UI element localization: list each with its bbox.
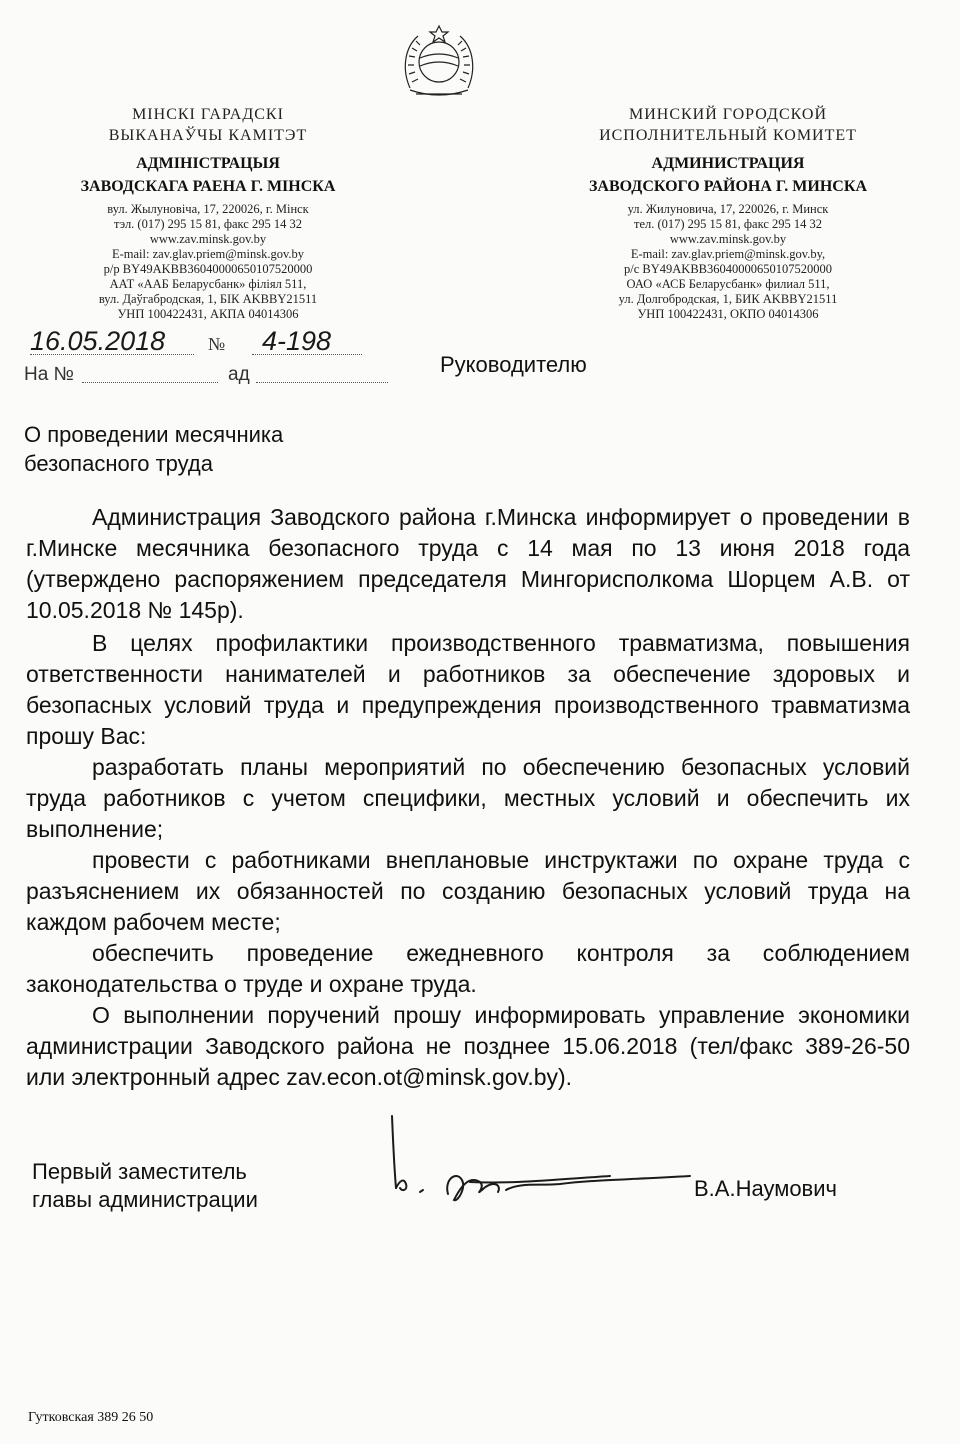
admin-name-line1: АДМИНИСТРАЦИЯ [651, 155, 805, 172]
admin-name-line2: ЗАВОДСКАГА РАЕНА Г. МІНСКА [80, 178, 336, 195]
header-right-russian [548, 104, 908, 322]
body-paragraph: обеспечить проведение ежедневного контроля за соблюдением законодательства о труде и охране труда. [26, 940, 910, 997]
contact-line: вул. Жылуновіча, 17, 220026, г. Мінск [107, 202, 309, 216]
contact-line: УНП 100422431, ОКПО 04014306 [637, 307, 819, 321]
contact-line: ул. Долгобродская, 1, БИК AKBBY21511 [618, 292, 838, 306]
org-name-line1: МІНСКІ ГАРАДСКІ [132, 106, 284, 123]
executor-footnote: Гутковская 389 26 50 [28, 1410, 154, 1425]
admin-name-line1: АДМІНІСТРАЦЫЯ [136, 155, 280, 172]
org-name-line1: МИНСКИЙ ГОРОДСКОЙ [628, 106, 827, 123]
contact-block [548, 202, 908, 322]
subject-line: О проведении месячника [24, 422, 284, 447]
date-underline [30, 354, 194, 355]
contact-line: тел. (017) 295 15 81, факс 295 14 32 [633, 217, 823, 231]
number-underline [252, 354, 362, 355]
contact-line: вул. Даўгабродская, 1, БІК AKBBY21511 [98, 292, 318, 306]
number-label: № [208, 334, 226, 354]
registration-line [30, 326, 410, 358]
org-name-line2: ИСПОЛНИТЕЛЬНЫЙ КОМИТЕТ [599, 127, 857, 144]
letter-date: 16.05.2018 [30, 326, 166, 356]
contact-line: тэл. (017) 295 15 81, факс 295 14 32 [114, 217, 302, 231]
header-left-belarusian [28, 104, 388, 322]
org-name-line2: ВЫКАНАЎЧЫ КАМІТЭТ [108, 127, 308, 144]
body-paragraph: провести с работниками внеплановые инструктажи по охране труда с разъяснением их обязанностей по созданию безопасных условий труда на каждом рабочем месте; [26, 847, 910, 935]
contact-line: www.zav.minsk.gov.by [149, 232, 267, 246]
subject-line: безопасного труда [24, 451, 214, 476]
contact-line: УНП 100422431, АКПА 04014306 [117, 307, 299, 321]
letter-subject [24, 420, 354, 478]
signatory-title-line: главы администрации [32, 1187, 258, 1212]
state-emblem-icon [396, 18, 482, 104]
contact-line: р/с BY49AKBB36040000650107520000 [624, 262, 832, 276]
body-paragraph: О выполнении поручений прошу информировать управление экономики администрации Заводского района не позднее 15.06.2018 (тел/факс 389-26-50 или электронный адрес zav.econ.ot@minsk.gov.by). [26, 1002, 910, 1090]
admin-name-line2: ЗАВОДСКОГО РАЙОНА Г. МИНСКА [588, 178, 867, 195]
addressee: Руководителю [440, 352, 587, 377]
signer-name: В.А.Наумович [694, 1176, 837, 1201]
reference-from-underline [256, 382, 388, 383]
body-paragraph: Администрация Заводского района г.Минска информирует о проведении в г.Минске месячника безопасного труда с 14 мая по 13 июня 2018 года (утверждено распоряжением председателя Мингорисполкома Шорцем А.В. от 10.05.2018 № 145р). [26, 504, 910, 623]
contact-line: E-mail: zav.glav.priem@minsk.gov.by, [630, 247, 826, 261]
contact-block [28, 202, 388, 322]
letter-number: 4-198 [262, 326, 332, 356]
contact-line: E-mail: zav.glav.priem@minsk.gov.by [111, 247, 305, 261]
signatory-title-line: Первый заместитель [32, 1159, 247, 1184]
reference-number-label: На № [24, 364, 74, 385]
contact-line: ул. Жилуновича, 17, 220026, г. Минск [627, 202, 829, 216]
letter-body [26, 502, 910, 1093]
contact-line: р/р BY49AKBB36040000650107520000 [103, 262, 313, 276]
reference-line [24, 364, 394, 390]
handwritten-signature [370, 1110, 700, 1210]
contact-line: ОАО «АСБ Беларусбанк» филиал 511, [626, 277, 830, 291]
signatory-title [32, 1158, 258, 1214]
reference-from-label: ад [228, 364, 250, 385]
contact-line: www.zav.minsk.gov.by [669, 232, 787, 246]
body-paragraph: В целях профилактики производственного травматизма, повышения ответственности нанимателей и работников за обеспечение здоровых и безопасных условий труда и предупреждения производственного травматизма прошу Вас: [26, 630, 910, 749]
reference-number-underline [82, 382, 218, 383]
body-paragraph: разработать планы мероприятий по обеспечению безопасных условий труда работников с учетом специфики, местных условий и обеспечить их выполнение; [26, 754, 910, 842]
contact-line: ААТ «ААБ Беларусбанк» філіял 511, [109, 277, 307, 291]
